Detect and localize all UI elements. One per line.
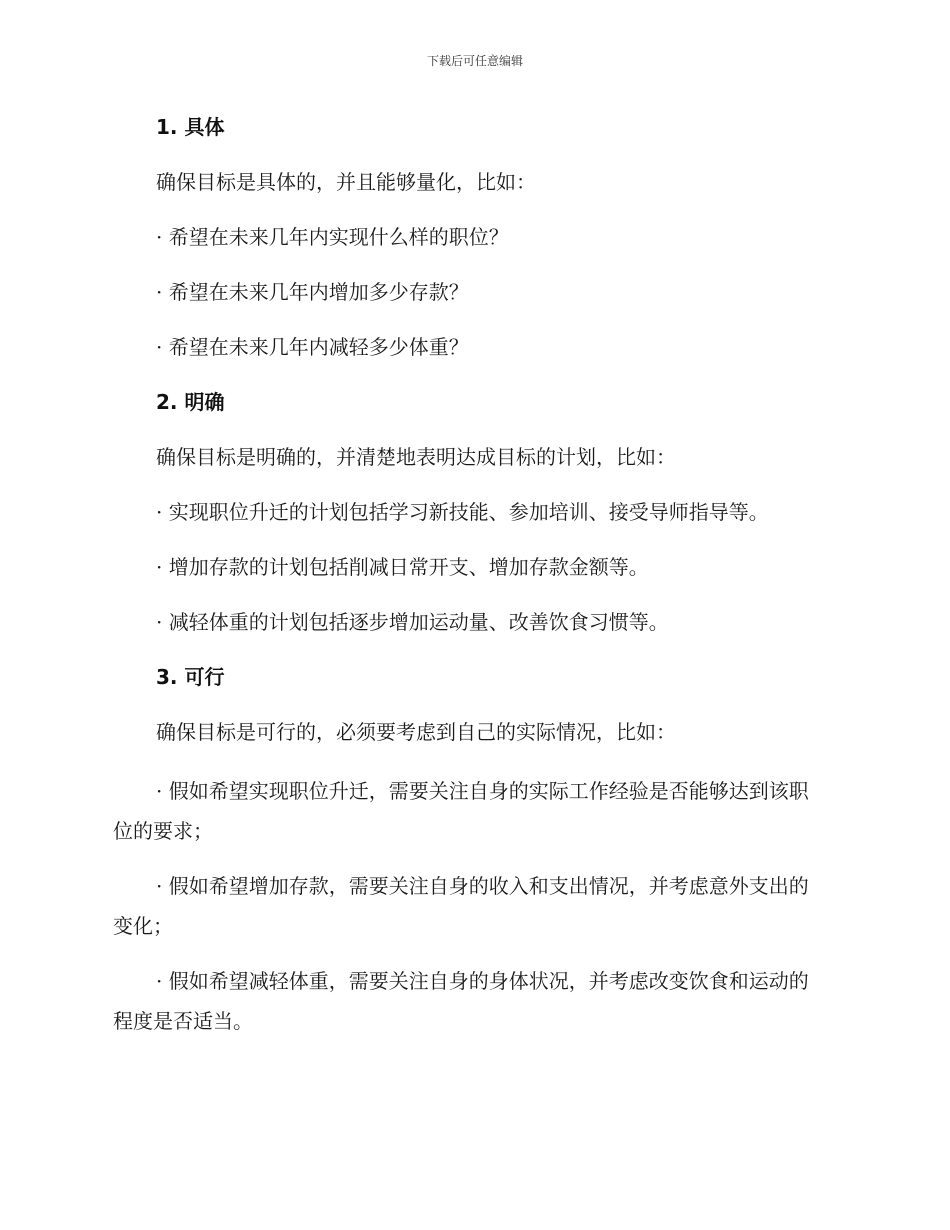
bullet-item: · 希望在未来几年内减轻多少体重？: [156, 335, 469, 359]
page-header: 下载后可任意编辑: [426, 54, 523, 68]
bullet-item: · 希望在未来几年内实现什么样的职位？: [156, 225, 509, 249]
document-body: [113, 111, 825, 1056]
bullet-item: · 实现职位升迁的计划包括学习新技能、参加培训、接受导师指导等。: [156, 500, 769, 524]
section-intro: 确保目标是具体的，并且能够量化，比如：: [156, 170, 536, 194]
section-intro: 确保目标是可行的，必须要考虑到自己的实际情况，比如：: [156, 720, 676, 744]
bullet-item: · 假如希望增加存款，需要关注自身的收入和支出情况，并考虑意外支出的变化；: [113, 874, 809, 938]
bullet-item: · 希望在未来几年内增加多少存款？: [156, 280, 469, 304]
bullet-item: · 假如希望减轻体重，需要关注自身的身体状况，并考虑改变饮食和运动的程度是否适当。: [113, 969, 809, 1033]
bullet-item: · 减轻体重的计划包括逐步增加运动量、改善饮食习惯等。: [156, 610, 669, 634]
section-heading-clear: 2. 明确: [156, 390, 225, 414]
section-heading-feasible: 3. 可行: [156, 665, 225, 689]
bullet-item: · 假如希望实现职位升迁，需要关注自身的实际工作经验是否能够达到该职位的要求；: [113, 779, 809, 843]
bullet-item: · 增加存款的计划包括削减日常开支、增加存款金额等。: [156, 555, 649, 579]
section-heading-specific: 1. 具体: [156, 115, 225, 139]
section-intro: 确保目标是明确的，并清楚地表明达成目标的计划，比如：: [156, 445, 676, 469]
